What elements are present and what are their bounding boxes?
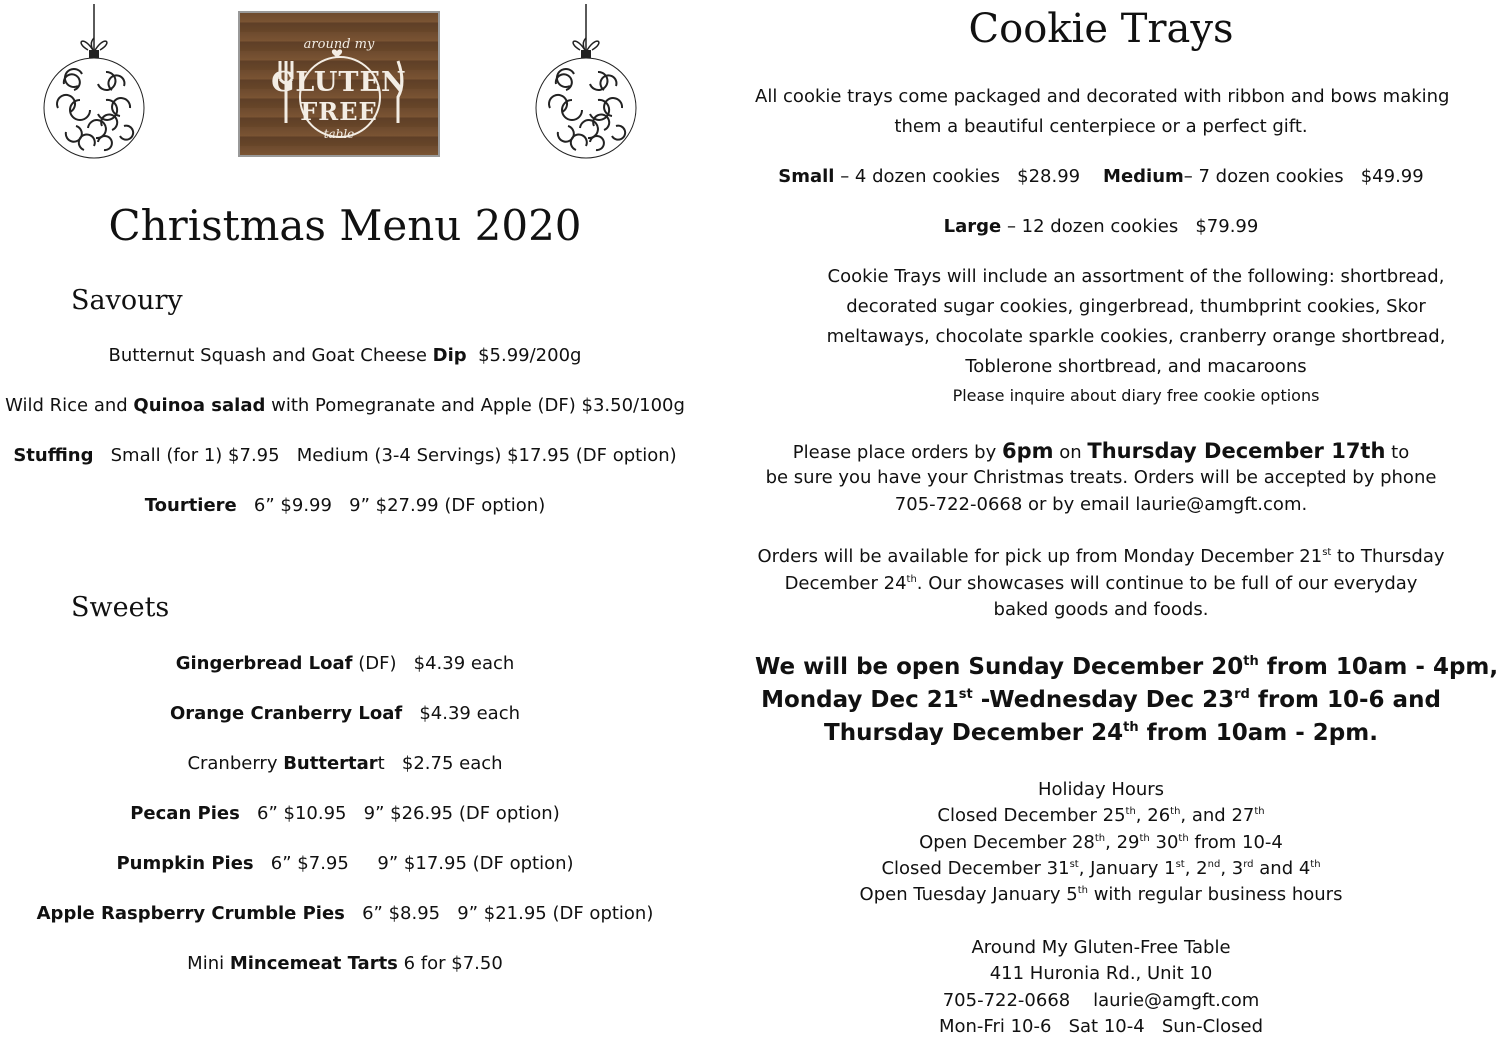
menu-item-mincemeat-tarts: Mini Mincemeat Tarts 6 for $7.50 xyxy=(187,953,503,974)
menu-item-tourtiere: Tourtiere 6” $9.99 9” $27.99 (DF option) xyxy=(144,495,546,516)
pickup-line-2: December 24th. Our showcases will continue to be full of our everyday xyxy=(784,573,1418,594)
menu-item-pecan-pies: Pecan Pies 6” $10.95 9” $26.95 (DF option) xyxy=(130,803,560,824)
page-title: Christmas Menu 2020 xyxy=(108,201,582,250)
holiday-hours-title: Holiday Hours xyxy=(1037,779,1165,800)
order-instructions-line: be sure you have your Christmas treats. Orders will be accepted by phone xyxy=(765,467,1437,488)
holiday-hours-line-2: Open December 28th, 29th 30th from 10-4 xyxy=(919,832,1283,853)
holiday-hours-line-1: Closed December 25th, 26th, and 27th xyxy=(937,805,1265,826)
order-contact-line: 705-722-0668 or by email laurie@amgft.com. xyxy=(894,494,1308,515)
holiday-hours-line-4: Open Tuesday January 5th with regular business hours xyxy=(859,884,1343,905)
menu-item-pumpkin-pies: Pumpkin Pies 6” $7.95 9” $17.95 (DF option) xyxy=(116,853,574,874)
cookie-assortment-line-1: Cookie Trays will include an assortment of the following: shortbread, xyxy=(827,266,1445,287)
cookie-size-large: Large – 12 dozen cookies $79.99 xyxy=(943,216,1259,237)
holiday-hours-line-3: Closed December 31st, January 1st, 2nd, 3rd and 4th xyxy=(881,858,1321,879)
logo-free-text: FREE xyxy=(300,97,378,126)
menu-item-buttertart: Cranberry Buttertart $2.75 each xyxy=(187,753,503,774)
diary-free-note: Please inquire about diary free cookie options xyxy=(952,386,1320,405)
menu-item-orange-cranberry-loaf: Orange Cranberry Loaf $4.39 each xyxy=(169,703,521,724)
cookie-assortment-line-3: meltaways, chocolate sparkle cookies, cranberry orange shortbread, xyxy=(826,326,1446,347)
cookie-assortment-line-4: Toblerone shortbread, and macaroons xyxy=(965,356,1307,377)
ornament-left-icon xyxy=(44,4,144,164)
logo-bottom-text: table xyxy=(323,127,355,141)
pickup-line-1: Orders will be available for pick up from Monday December 21st to Thursday xyxy=(757,546,1445,567)
contact-phone-email: 705-722-0668 laurie@amgft.com xyxy=(942,990,1260,1011)
cookie-trays-heading: Cookie Trays xyxy=(968,6,1234,52)
contact-address: 411 Huronia Rd., Unit 10 xyxy=(989,963,1213,984)
contact-business-name: Around My Gluten-Free Table xyxy=(971,937,1231,958)
logo-top-text: around my xyxy=(303,37,375,52)
savoury-heading: Savoury xyxy=(71,285,183,316)
store-logo xyxy=(238,11,440,157)
contact-hours: Mon-Fri 10-6 Sat 10-4 Sun-Closed xyxy=(938,1016,1264,1037)
menu-item-butternut-dip: Butternut Squash and Goat Cheese Dip $5.99/200g xyxy=(108,345,582,366)
menu-item-quinoa-salad: Wild Rice and Quinoa salad with Pomegranate and Apple (DF) $3.50/100g xyxy=(5,395,685,416)
ornament-right-icon xyxy=(536,4,636,164)
cookie-sizes-small-medium: Small – 4 dozen cookies $28.99 Medium– 7 dozen cookies $49.99 xyxy=(778,166,1424,187)
order-deadline-line: Please place orders by 6pm on Thursday December 17th to xyxy=(792,439,1410,463)
cookie-assortment-line-2: decorated sugar cookies, gingerbread, thumbprint cookies, Skor xyxy=(846,296,1426,317)
logo-gluten-text: GLUTEN xyxy=(271,67,407,98)
menu-item-gingerbread-loaf: Gingerbread Loaf (DF) $4.39 each xyxy=(175,653,515,674)
open-days-line-1: We will be open Sunday December 20th from 10am - 4pm, xyxy=(755,654,1498,680)
pickup-line-3: baked goods and foods. xyxy=(993,599,1209,620)
menu-item-crumble-pies: Apple Raspberry Crumble Pies 6” $8.95 9” $21.95 (DF option) xyxy=(36,903,654,924)
cookie-intro-line-1: All cookie trays come packaged and decorated with ribbon and bows making xyxy=(755,86,1450,107)
open-days-line-2: Monday Dec 21st -Wednesday Dec 23rd from 10-6 and xyxy=(761,687,1441,713)
menu-item-stuffing: Stuffing Small (for 1) $7.95 Medium (3-4 Servings) $17.95 (DF option) xyxy=(13,445,677,466)
cookie-intro-line-2: them a beautiful centerpiece or a perfect gift. xyxy=(894,116,1308,137)
open-days-line-3: Thursday December 24th from 10am - 2pm. xyxy=(824,720,1378,746)
sweets-heading: Sweets xyxy=(71,592,170,623)
